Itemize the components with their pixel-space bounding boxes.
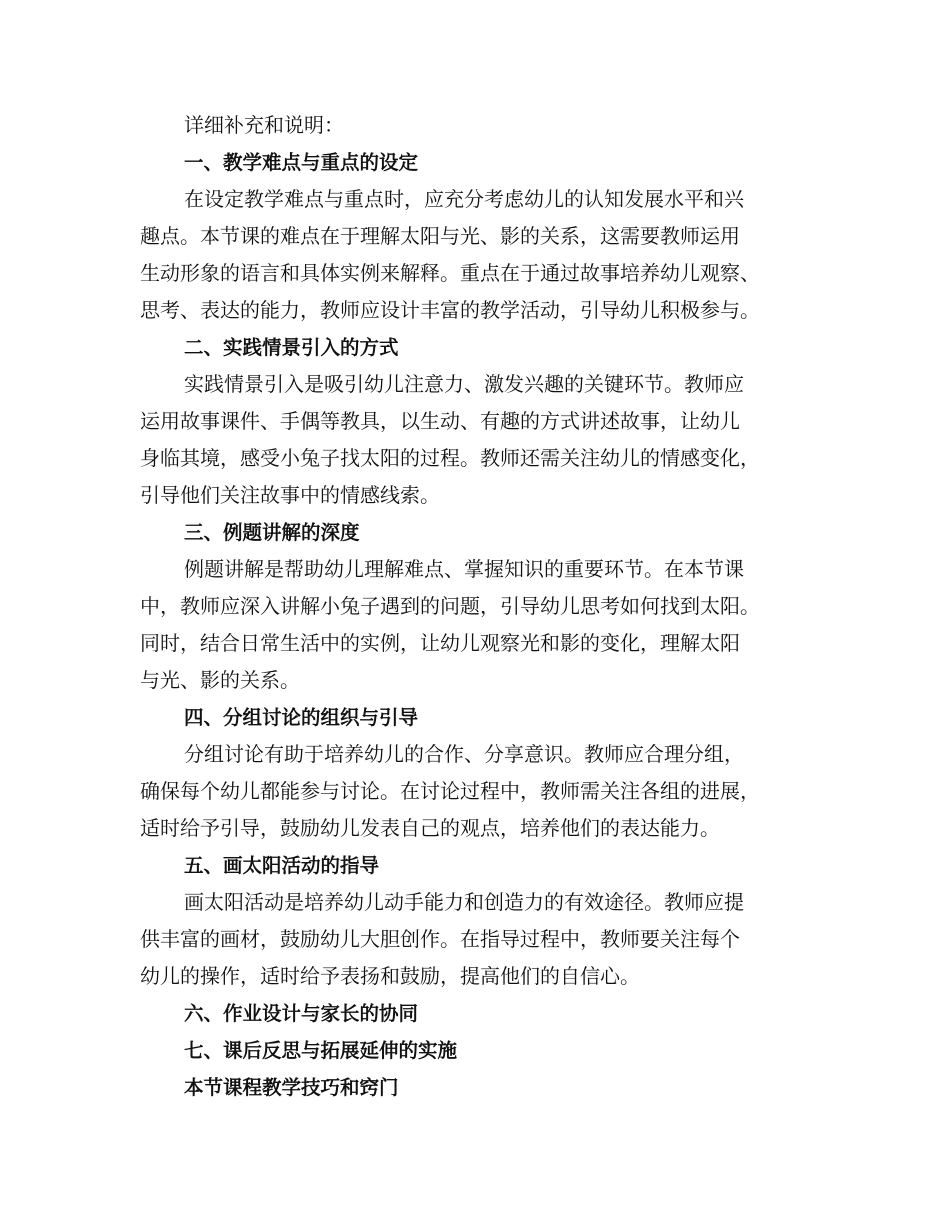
paragraph-line: 确保每个幼儿都能参与讨论。在讨论过程中，教师需关注各组的进展， [140, 779, 760, 803]
paragraph-line: 供丰富的画材，鼓励幼儿大胆创作。在指导过程中，教师要关注每个 [140, 927, 740, 951]
paragraph-line: 同时，结合日常生活中的实例，让幼儿观察光和影的变化，理解太阳 [140, 631, 740, 655]
section-heading: 五、画太阳活动的指导 [184, 854, 380, 877]
paragraph-line: 思考、表达的能力，教师应设计丰富的教学活动，引导幼儿积极参与。 [140, 298, 760, 322]
paragraph-line: 趣点。本节课的难点在于理解太阳与光、影的关系，这需要教师运用 [140, 224, 740, 248]
paragraph-line: 适时给予引导，鼓励幼儿发表自己的观点，培养他们的表达能力。 [140, 816, 720, 840]
section-4 [140, 699, 810, 847]
paragraph-line: 在设定教学难点与重点时，应充分考虑幼儿的认知发展水平和兴 [184, 187, 744, 211]
paragraph-line: 引导他们关注故事中的情感线索。 [140, 483, 440, 507]
paragraph-line: 身临其境，感受小兔子找太阳的过程。教师还需关注幼儿的情感变化， [140, 446, 760, 470]
section-7 [140, 1032, 810, 1069]
paragraph-line: 幼儿的操作，适时给予表扬和鼓励，提高他们的自信心。 [140, 964, 640, 988]
paragraph-line: 生动形象的语言和具体实例来解释。重点在于通过故事培养幼儿观察、 [140, 261, 760, 285]
section-heading: 三、例题讲解的深度 [184, 521, 360, 544]
paragraph-line: 例题讲解是帮助幼儿理解难点、掌握知识的重要环节。在本节课 [184, 557, 744, 581]
paragraph-line: 分组讨论有助于培养幼儿的合作、分享意识。教师应合理分组， [184, 742, 744, 766]
paragraph-line: 画太阳活动是培养幼儿动手能力和创造力的有效途径。教师应提 [184, 890, 744, 914]
section-1 [140, 144, 810, 329]
section-heading: 四、分组讨论的组织与引导 [184, 706, 419, 729]
intro-text: 详细补充和说明： [184, 113, 344, 137]
section-heading: 七、课后反思与拓展延伸的实施 [184, 1039, 458, 1062]
paragraph-line: 中，教师应深入讲解小兔子遇到的问题，引导幼儿思考如何找到太阳。 [140, 594, 760, 618]
section-2 [140, 329, 810, 514]
section-8 [140, 1069, 810, 1106]
section-heading: 六、作业设计与家长的协同 [184, 1002, 419, 1025]
paragraph-line: 运用故事课件、手偶等教具，以生动、有趣的方式讲述故事，让幼儿 [140, 409, 740, 433]
section-heading: 一、教学难点与重点的设定 [184, 151, 419, 174]
paragraph-line: 实践情景引入是吸引幼儿注意力、激发兴趣的关键环节。教师应 [184, 372, 744, 396]
section-heading: 二、实践情景引入的方式 [184, 336, 399, 359]
section-5 [140, 847, 810, 995]
section-heading: 本节课程教学技巧和窍门 [184, 1076, 399, 1099]
document-page [140, 107, 810, 1106]
section-6 [140, 995, 810, 1032]
section-3 [140, 514, 810, 699]
paragraph-line: 与光、影的关系。 [140, 668, 300, 692]
